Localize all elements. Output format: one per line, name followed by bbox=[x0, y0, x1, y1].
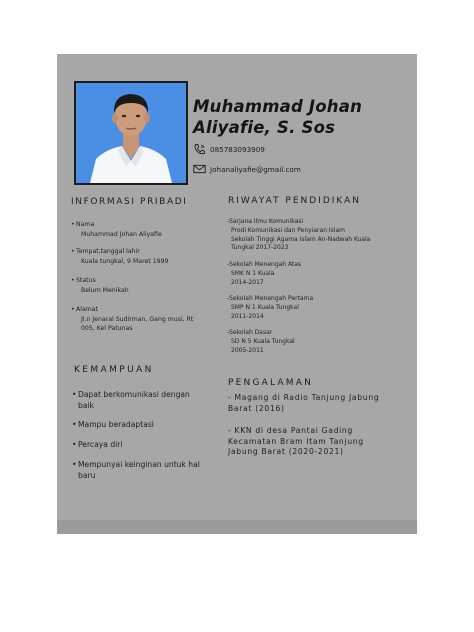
bullet-icon: • bbox=[72, 390, 77, 399]
phone-icon bbox=[193, 143, 206, 156]
skill-text: Percaya diri bbox=[78, 440, 123, 449]
info-item-status bbox=[71, 276, 129, 295]
education-item-sd bbox=[227, 329, 407, 355]
experience-text: - KKN di desa Pantai Gading bbox=[228, 426, 353, 435]
experience-item-magang bbox=[228, 393, 404, 414]
education-detail: SD N 5 Kuala Tungkal bbox=[231, 337, 295, 345]
profile-photo bbox=[74, 81, 188, 185]
education-item-sarjana bbox=[227, 218, 407, 253]
bullet-icon: • bbox=[72, 460, 77, 469]
full-name bbox=[193, 96, 413, 138]
experience-text: - Magang di Radio Tanjung Jabung bbox=[228, 393, 380, 402]
skill-item bbox=[72, 420, 208, 431]
portrait-image bbox=[76, 83, 186, 183]
skill-item bbox=[72, 390, 208, 411]
experience-text-cont: Kecamatan Bram Itam Tanjung bbox=[228, 436, 364, 446]
education-level: -Sekolah Dasar bbox=[227, 329, 273, 336]
education-detail: SMK N 1 Kuala bbox=[231, 269, 275, 277]
info-item-ttl bbox=[71, 247, 169, 266]
skill-text: Mempunyai keinginan untuk hal bbox=[78, 460, 200, 469]
name-line-2: Aliyafie, S. Sos bbox=[193, 118, 336, 137]
section-title-informasi-pribadi: INFORMASI PRIBADI bbox=[71, 197, 188, 207]
bullet-icon: • bbox=[71, 306, 75, 313]
email-address: Johanaliyafie@gmail.com bbox=[210, 164, 301, 174]
experience-text-cont: Barat (2016) bbox=[228, 403, 285, 413]
education-detail: Sekolah Tinggi Agama Islam An-Nadwah Kuala bbox=[231, 235, 371, 243]
mail-icon bbox=[193, 164, 206, 174]
experience-item-kkn bbox=[228, 426, 404, 458]
skill-item bbox=[72, 440, 208, 451]
phone-number: 085783093909 bbox=[210, 145, 265, 154]
page-footer-band bbox=[57, 520, 417, 534]
info-value: Belum Menikah bbox=[81, 286, 129, 294]
info-label: Tempat,tanggal lahir bbox=[76, 248, 140, 255]
info-label: Status bbox=[76, 277, 96, 284]
info-item-alamat bbox=[71, 305, 194, 334]
education-level: -Sekolah Menengah Atas bbox=[227, 261, 302, 268]
education-years: 2011-2014 bbox=[231, 312, 264, 320]
education-level: -Sekolah Menengah Pertama bbox=[227, 295, 314, 302]
skill-text: Dapat berkomunikasi dengan bbox=[78, 390, 190, 399]
info-value: Muhammad Johan Aliyafie bbox=[81, 230, 162, 238]
skill-text: Mampu beradaptasi bbox=[78, 420, 154, 429]
experience-text-cont: Jabung Barat (2020-2021) bbox=[228, 447, 344, 457]
bullet-icon: • bbox=[71, 221, 75, 228]
education-item-sma bbox=[227, 261, 407, 287]
education-level: -Sarjana Ilmu Komunikasi bbox=[227, 218, 304, 225]
info-label: Nama bbox=[76, 221, 95, 228]
bullet-icon: • bbox=[72, 440, 77, 449]
bullet-icon: • bbox=[71, 248, 75, 255]
education-item-smp bbox=[227, 295, 407, 321]
education-detail: SMP N 1 Kuala Tungkal bbox=[231, 303, 299, 311]
education-years: 2005-2011 bbox=[231, 346, 264, 354]
education-detail: Prodi Komunikasi dan Penyiaran Islam bbox=[231, 226, 345, 234]
section-title-pengalaman: PENGALAMAN bbox=[228, 378, 314, 388]
info-value: Kuala tungkal, 9 Maret 1999 bbox=[81, 257, 169, 265]
section-title-kemampuan: KEMAMPUAN bbox=[74, 365, 154, 375]
info-label: Alamat bbox=[76, 306, 98, 313]
info-value-line-1: Jl.n Jenaral Sudirman, Gang musi, Rt bbox=[81, 315, 194, 323]
info-value-line-2: 005, Kel Patunas bbox=[81, 325, 133, 332]
email-contact bbox=[193, 164, 301, 174]
cv-page bbox=[57, 54, 417, 534]
skill-text-cont: baik bbox=[78, 400, 94, 410]
education-years: 2014-2017 bbox=[231, 278, 264, 286]
bullet-icon: • bbox=[72, 420, 77, 429]
skill-text-cont: baru bbox=[78, 470, 96, 480]
name-line-1: Muhammad Johan bbox=[193, 97, 363, 116]
info-item-nama bbox=[71, 220, 162, 239]
education-detail: Tungkal 2017-2023 bbox=[231, 244, 289, 252]
phone-contact bbox=[193, 143, 265, 156]
bullet-icon: • bbox=[71, 277, 75, 284]
skill-item bbox=[72, 460, 208, 481]
section-title-riwayat-pendidikan: RIWAYAT PENDIDIKAN bbox=[228, 196, 362, 206]
